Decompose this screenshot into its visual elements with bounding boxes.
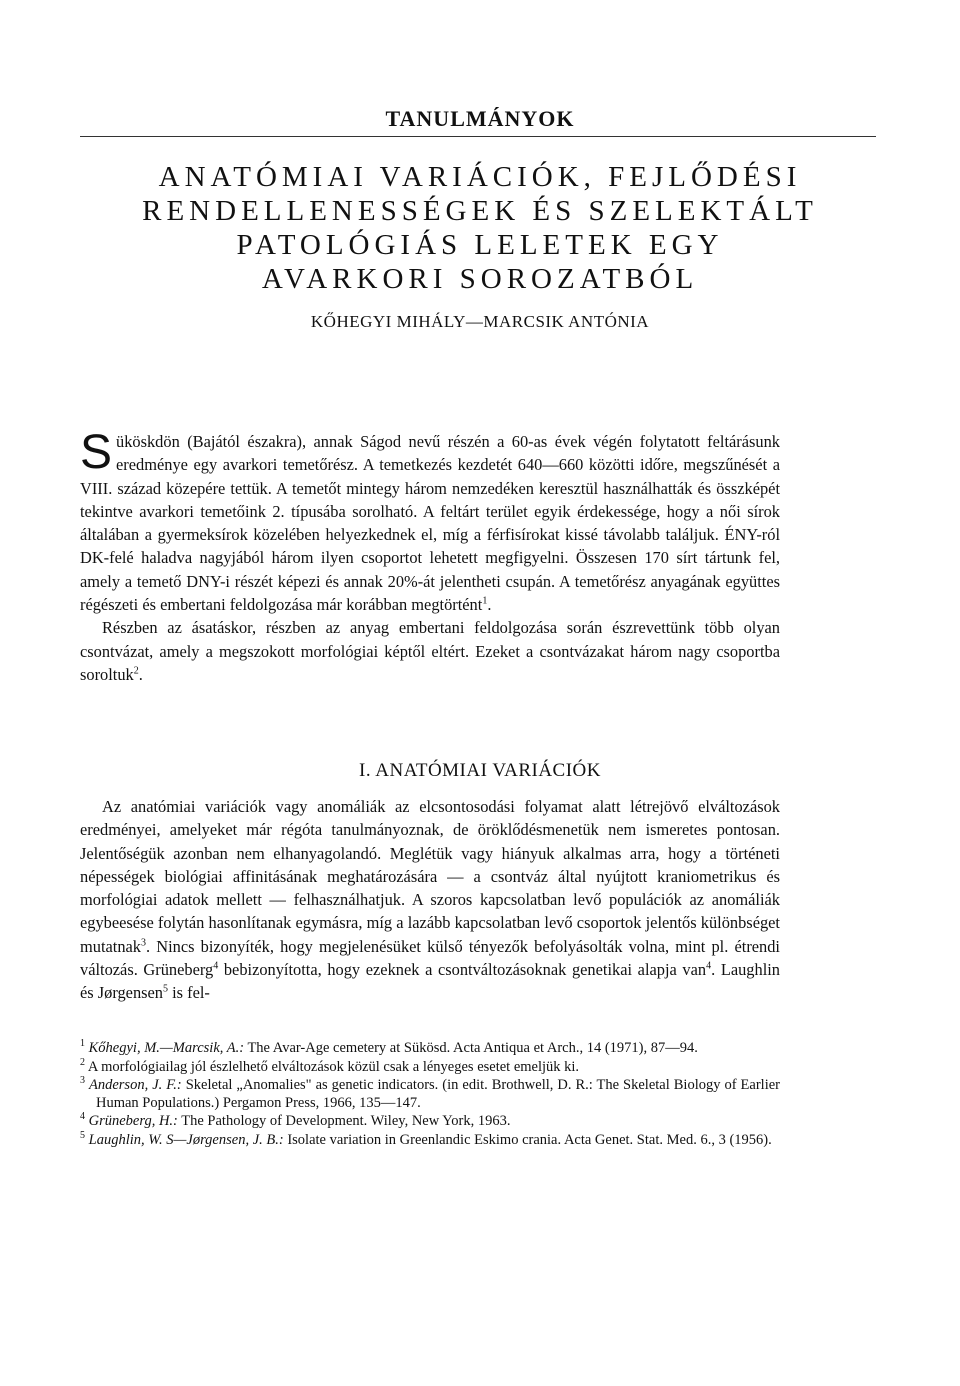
- intro-p2-end: .: [138, 664, 143, 684]
- intro-paragraph-1: [80, 426, 780, 616]
- title-line-3: PATOLÓGIÁS LELETEK EGY: [236, 229, 724, 261]
- footnote-ref-4b[interactable]: 4: [706, 960, 712, 972]
- footnote-text: The Avar-Age cemetery at Sükösd. Acta Antiqua et Arch., 14 (1971), 87—94.: [244, 1040, 698, 1056]
- drop-cap: S: [80, 426, 113, 479]
- s1-text-d: . Laughlin és Jørgensen: [80, 960, 780, 1003]
- footnote-author: Anderson, J. F.:: [89, 1077, 182, 1093]
- footnote-text: Isolate variation in Greenlandic Eskimo crania. Acta Genet. Stat. Med. 6., 3 (1956).: [283, 1131, 772, 1148]
- footnote-ref-2[interactable]: 2: [133, 665, 139, 677]
- footnote-author: Laughlin, W. S—Jørgensen, J. B.:: [88, 1131, 284, 1148]
- footnote-4: [80, 1113, 780, 1131]
- article-title: [0, 160, 960, 296]
- footnote-ref-1[interactable]: 1: [482, 595, 488, 607]
- footnote-1: [80, 1040, 780, 1058]
- footnote-number: 5: [80, 1129, 85, 1141]
- footnote-number: 1: [80, 1038, 85, 1050]
- s1-text-a: Az anatómiai variációk vagy anomáliák az elcsontosodási folyamat alatt létrejövő elváltozások eredményei, amelyeket már régóta tanulmányoznak, de öröklődésmenetük nem ismeretes pontosan. Jelentőségük azonban nem elhanyagolandó. Meglétük vagy hiányuk alkalmas arra, hogy a történeti népességek biológiai affinitásának meghatározására — a csontváz által nyújtott kraniometrikus és morfológiai adatok mellett — felhasználhatjuk. A szoros kapcsolatban levő populációk az anomáliák egybeesése folytán hasonlítanak egymásra, míg a lazább kapcsolatban levő csoportok jelentős különbséget mutatnak: [80, 797, 780, 956]
- footnote-ref-3[interactable]: 3: [141, 937, 146, 949]
- footnote-2: [80, 1056, 780, 1077]
- footnote-text: Skeletal „Anomalies" as genetic indicators. (in edit. Brothwell, D. R.: The Skeletal Biology of Earlier Human Populations.) Pergamon Press, 1966, 135—147.: [96, 1077, 780, 1111]
- s1-text-e: is fel-: [168, 983, 210, 1003]
- footnote-number: 2: [80, 1056, 85, 1068]
- title-line-1: ANATÓMIAI VARIÁCIÓK, FEJLŐDÉSI: [158, 161, 802, 193]
- footnote-author: Kőhegyi, M.—Marcsik, A.:: [88, 1040, 245, 1056]
- footnote-ref-5[interactable]: 5: [163, 983, 169, 995]
- intro-p1-end: .: [487, 595, 492, 615]
- footnote-author: Grüneberg, H.:: [88, 1113, 178, 1129]
- footnote-text: The Pathology of Development. Wiley, New York, 1963.: [177, 1113, 511, 1129]
- intro-section: [80, 426, 780, 686]
- footnote-number: 4: [80, 1111, 85, 1123]
- title-line-2: RENDELLENESSÉGEK ÉS SZELEKTÁLT: [142, 195, 818, 227]
- title-line-4: AVARKORI SOROZATBÓL: [261, 263, 699, 295]
- footnote-5: [80, 1129, 780, 1150]
- section-1-body: [80, 795, 780, 1005]
- article-authors: KŐHEGYI MIHÁLY—MARCSIK ANTÓNIA: [310, 312, 650, 331]
- section-1-paragraph: [80, 795, 780, 1005]
- intro-paragraph-2: [80, 616, 780, 686]
- section-label: TANULMÁNYOK: [385, 106, 575, 131]
- footnote-ref-4a[interactable]: 4: [213, 960, 219, 972]
- header-rule: [80, 136, 876, 137]
- footnote-number: 3: [80, 1075, 85, 1087]
- footnotes: [80, 1040, 780, 1150]
- footnote-text: A morfológiailag jól észlelhető elváltozások közül csak a lényeges esetet emeljük ki.: [87, 1058, 580, 1075]
- intro-p2-text: Részben az ásatáskor, részben az anyag embertani feldolgozása során észrevettünk több olyan csontvázat, amely a megszokott morfológiai képtől eltért. Ezeket a csontvázakat három nagy csoportba soroltuk: [80, 618, 780, 684]
- footnote-3: [80, 1077, 780, 1112]
- s1-text-c: bebizonyította, hogy ezeknek a csontváltozásoknak genetikai alapja van: [218, 960, 707, 980]
- section-heading: I. ANATÓMIAI VARIÁCIÓK: [359, 760, 601, 781]
- s1-text-b: . Nincs bizonyíték, hogy megjelenésüket külső tényezők befolyásolták volna, mint pl. étrendi változás. Grüneberg: [80, 936, 780, 980]
- intro-p1-text: üköskdön (Bajától északra), annak Ságod nevű részén a 60-as évek végén folytatott feltárásunk eredménye egy avarkori temetőrész. A temetkezés kezdetét 640—660 közötti időre, megszűnését a VIII. század közepére tettük. A temetőt mintegy három nemzedéken keresztül használhatták és összképét tekintve avarkori temetőink 2. típusába sorolható. A feltárt terület egyik érdekessége, hogy a női sírok általában a gyermeksírok közelében helyezkednek el, míg a férfisírokat kissé távolabb találjuk. ÉNY-ról DK-felé haladva nagyjából három ilyen csoportot lehetett megfigyelni. Összesen 170 sírt tártunk fel, amely a temető DNY-i részét képezi és annak 20%-át jelentheti csupán. A temetőrész anyagának együttes régészeti és embertani feldolgozása már korábban megtörtént: [80, 432, 780, 615]
